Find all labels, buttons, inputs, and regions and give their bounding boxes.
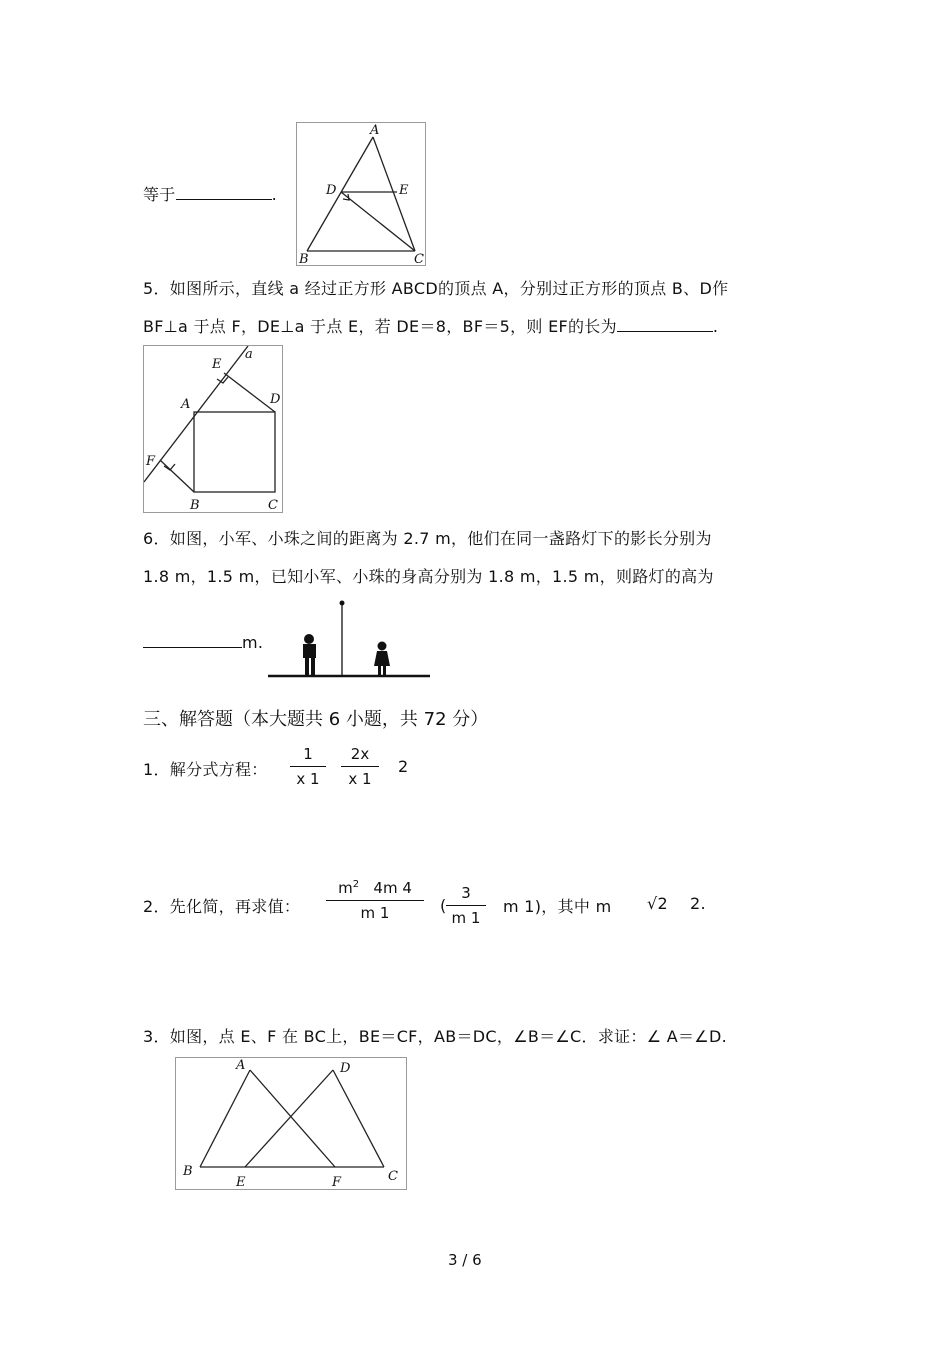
fig1-label-c: C — [414, 252, 424, 265]
p2-f1-num-m: m — [338, 879, 353, 897]
p1-prefix: 1．解分式方程： — [143, 760, 268, 779]
q4-answer-blank — [176, 185, 272, 200]
p1-f2-num: 2x — [350, 745, 370, 763]
fig1-label-a: A — [370, 123, 380, 138]
p2-f2-num: 3 — [461, 884, 471, 902]
q5-answer-blank — [617, 317, 713, 332]
p2-f1-bar — [326, 900, 424, 901]
q5-line-1: 5．如图所示，直线 a 经过正方形 ABCD的顶点 A，分别过正方形的顶点 B、D作 — [143, 279, 729, 298]
p2-f1-num — [326, 879, 424, 897]
q6-answer-line — [143, 633, 263, 652]
p2-sqrt: √2 — [647, 894, 668, 913]
figure-person-short — [374, 642, 390, 676]
q5-line-2-text: BF⊥a 于点 F，DE⊥a 于点 E，若 DE＝8，BF＝5，则 EF的长为 — [143, 317, 617, 336]
p3-text: 3．如图，点 E、F 在 BC上，BE＝CF，AB＝DC，∠B＝∠C．求证：∠ A＝∠D. — [143, 1027, 727, 1046]
fig3-label-f: F — [332, 1175, 342, 1189]
p2-f2-den: m 1 — [451, 909, 481, 927]
q5-line-2 — [143, 314, 718, 337]
fig2-label-b: B — [190, 498, 200, 512]
fig2-label-c: C — [268, 498, 278, 512]
p2-mid: m 1)，其中 m — [503, 897, 612, 916]
fig1-label-e: E — [399, 183, 409, 198]
section-3-title: 三、解答题（本大题共 6 小题，共 72 分） — [143, 709, 489, 730]
q4-tail-text: 等于 — [143, 185, 176, 204]
figure-square-line — [143, 345, 283, 513]
p1-rhs: 2 — [398, 757, 409, 776]
p2-tail: 2. — [690, 894, 706, 913]
fig1-label-d: D — [326, 183, 337, 198]
p2-fraction-2 — [446, 884, 486, 927]
fig2-label-e: E — [212, 357, 222, 372]
fig2-label-d: D — [270, 392, 281, 407]
p1-fraction-2 — [341, 745, 379, 788]
p2-f1-den: m 1 — [360, 904, 390, 922]
p1-f1-den: x 1 — [296, 770, 320, 788]
q5-tail-period: . — [712, 317, 719, 336]
p1-f2-bar — [341, 766, 379, 767]
fig1-label-b: B — [299, 252, 309, 265]
figure-person-tall — [303, 634, 316, 675]
fig3-label-b: B — [183, 1164, 193, 1179]
fig3-label-d: D — [340, 1061, 351, 1076]
fig2-label-f: F — [146, 454, 156, 469]
p2-prefix: 2．先化简，再求值： — [143, 897, 301, 916]
q6-line-1: 6．如图，小军、小珠之间的距离为 2.7 m，他们在同一盏路灯下的影长分别为 — [143, 529, 712, 548]
q4-tail — [143, 182, 277, 205]
q6-line-2: 1.8 m，1.5 m，已知小军、小珠的身高分别为 1.8 m，1.5 m，则路灯的高为 — [143, 567, 714, 586]
fig3-label-c: C — [388, 1169, 398, 1184]
p1-f1-num: 1 — [303, 745, 313, 763]
p1-f2-den: x 1 — [348, 770, 372, 788]
q6-answer-blank — [143, 633, 242, 648]
figure-triangle-de — [296, 122, 426, 266]
fig2-label-a: A — [181, 397, 191, 412]
figure-two-triangles — [175, 1057, 407, 1190]
fig2-label-a-line: a — [245, 347, 253, 362]
p2-f1-num-rest: 4m 4 — [373, 879, 412, 897]
p1-f1-bar — [290, 766, 326, 767]
p1-fraction-1 — [290, 745, 326, 788]
q6-unit: m. — [242, 633, 264, 652]
fig3-label-e: E — [236, 1175, 246, 1189]
p2-f2-bar — [446, 905, 486, 906]
p2-fraction-1 — [326, 879, 424, 922]
q4-tail-period: . — [271, 185, 277, 204]
page-number: 3 / 6 — [448, 1251, 482, 1269]
p2-paren-open: ( — [440, 896, 447, 915]
p2-f1-num-exp: 2 — [352, 879, 360, 890]
fig3-label-a: A — [236, 1058, 246, 1073]
figure-street-lamp — [266, 598, 432, 680]
